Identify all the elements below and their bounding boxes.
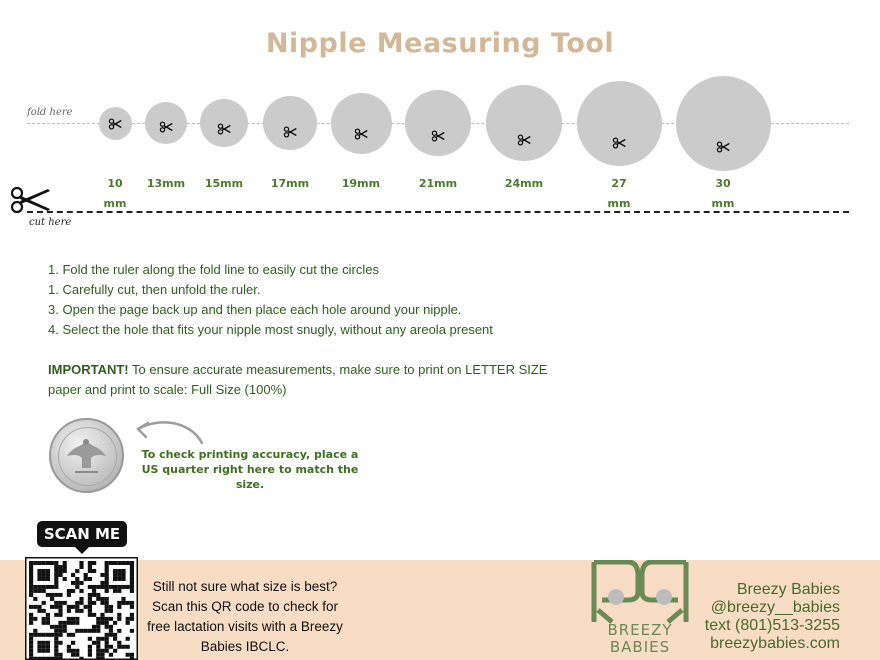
scissors-icon	[217, 122, 231, 141]
curved-arrow-icon	[130, 415, 210, 450]
scissors-icon	[108, 117, 122, 136]
contact-handle[interactable]: @breezy__babies	[710, 599, 840, 616]
cut-line	[27, 211, 849, 213]
measuring-circle-10mm	[99, 107, 132, 140]
size-label: 13mm	[146, 177, 186, 190]
contact-website[interactable]: breezybabies.com	[710, 635, 840, 652]
measuring-circle-13mm	[145, 102, 187, 144]
fold-here-label: fold here	[27, 107, 73, 118]
logo-line-babies: BABIES	[609, 638, 671, 656]
instruction-step: 1. Fold the ruler along the fold line to easily cut the circles	[48, 262, 379, 277]
measuring-circle-21mm	[405, 90, 471, 156]
measuring-circle-27mm	[577, 81, 662, 166]
important-note	[48, 360, 548, 400]
qr-description: Still not sure what size is best? Scan this QR code to check for free lactation visits with a Breezy Babies IBCLC.	[147, 579, 343, 654]
scissors-icon	[354, 127, 368, 146]
scan-me-badge: SCAN ME	[37, 521, 127, 547]
size-label: 10mm	[103, 177, 127, 210]
contact-name: Breezy Babies	[736, 581, 840, 598]
measuring-circle-24mm	[486, 85, 562, 161]
size-label: 17mm	[270, 177, 310, 190]
quarter-coin-image	[49, 418, 124, 493]
scissors-icon	[283, 125, 297, 144]
scissors-icon	[716, 140, 730, 159]
contact-block	[690, 581, 840, 653]
instruction-step: 3. Open the page back up and then place each hole around your nipple.	[48, 302, 462, 317]
page-title: Nipple Measuring Tool	[265, 28, 615, 59]
scissors-icon	[612, 136, 626, 155]
size-label: 15mm	[204, 177, 244, 190]
quarter-instruction: To check printing accuracy, place a US quarter right here to match the size.	[141, 448, 359, 491]
cut-here-label: cut here	[29, 217, 72, 228]
qr-code[interactable]	[25, 557, 138, 660]
measuring-circle-17mm	[263, 96, 317, 150]
eagle-icon	[51, 420, 122, 491]
size-label: 27mm	[607, 177, 631, 210]
contact-phone[interactable]: text (801)513-3255	[704, 617, 840, 634]
important-label: IMPORTANT!	[48, 362, 129, 377]
size-label: 24mm	[504, 177, 544, 190]
scissors-icon	[517, 133, 531, 152]
size-label: 19mm	[341, 177, 381, 190]
measuring-circle-30mm	[676, 76, 771, 171]
size-label: 21mm	[418, 177, 458, 190]
measuring-circle-15mm	[200, 99, 248, 147]
instructions-list	[48, 260, 568, 340]
size-label: 30mm	[711, 177, 735, 210]
logo-line-breezy: BREEZY	[607, 621, 673, 639]
scissors-icon	[431, 129, 445, 148]
measuring-circle-19mm	[331, 93, 392, 154]
instruction-step: 4. Select the hole that fits your nipple most snugly, without any areola present	[48, 322, 493, 337]
logo-wordmark	[590, 622, 690, 656]
instruction-step: 1. Carefully cut, then unfold the ruler.	[48, 282, 261, 297]
important-text: To ensure accurate measurements, make sure to print on LETTER SIZE paper and print to scale: Full Size (100%)	[48, 362, 548, 397]
scan-me-pointer	[74, 546, 90, 554]
scissors-icon	[159, 120, 173, 139]
